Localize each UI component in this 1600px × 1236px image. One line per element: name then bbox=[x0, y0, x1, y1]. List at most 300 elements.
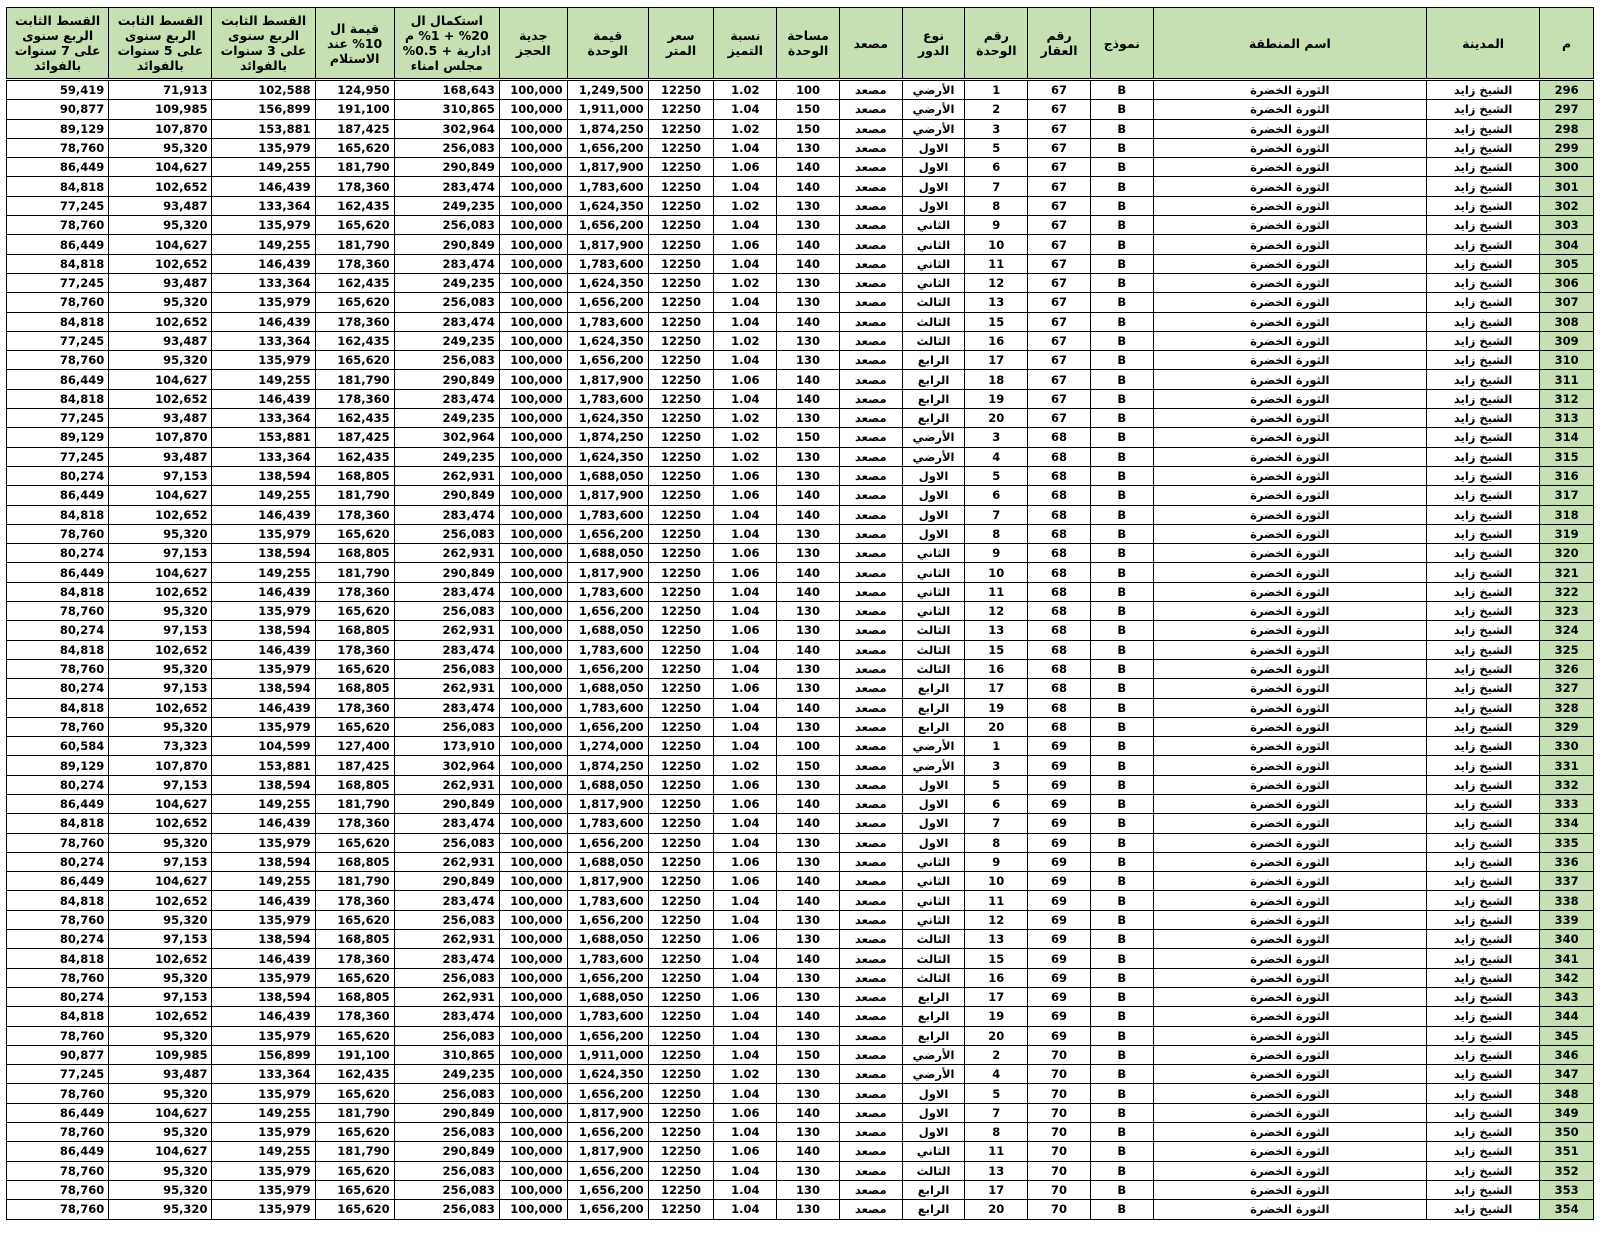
table-row bbox=[7, 544, 1594, 563]
cell-elevator: مصعد bbox=[839, 1142, 902, 1161]
cell-meter-price: 12250 bbox=[648, 563, 714, 582]
cell-building-number: 67 bbox=[1028, 158, 1091, 177]
cell-unit-area: 130 bbox=[777, 331, 840, 350]
cell-completion-20pct: 283,474 bbox=[394, 949, 499, 968]
cell-meter-price: 12250 bbox=[648, 775, 714, 794]
cell-unit-value: 1,688,050 bbox=[567, 621, 648, 640]
cell-city: الشيخ زايد bbox=[1426, 1123, 1539, 1142]
cell-area-name: الثورة الخضرة bbox=[1153, 524, 1426, 543]
table-row bbox=[7, 891, 1594, 910]
cell-completion-20pct: 249,235 bbox=[394, 409, 499, 428]
cell-delivery-10pct: 162,435 bbox=[315, 331, 394, 350]
cell-installment-3y: 133,364 bbox=[212, 273, 315, 292]
cell-completion-20pct: 173,910 bbox=[394, 737, 499, 756]
cell-delivery-10pct: 178,360 bbox=[315, 177, 394, 196]
cell-installment-5y: 104,627 bbox=[109, 1103, 212, 1122]
cell-completion-20pct: 262,931 bbox=[394, 544, 499, 563]
cell-building-number: 69 bbox=[1028, 910, 1091, 929]
cell-meter-price: 12250 bbox=[648, 717, 714, 736]
cell-reservation-deposit: 100,000 bbox=[499, 466, 567, 485]
cell-unit-area: 150 bbox=[777, 100, 840, 119]
cell-area-name: الثورة الخضرة bbox=[1153, 389, 1426, 408]
cell-index: 323 bbox=[1540, 602, 1594, 621]
cell-installment-3y: 135,979 bbox=[212, 1200, 315, 1219]
cell-reservation-deposit: 100,000 bbox=[499, 486, 567, 505]
cell-index: 343 bbox=[1540, 987, 1594, 1006]
cell-index: 350 bbox=[1540, 1123, 1594, 1142]
cell-area-name: الثورة الخضرة bbox=[1153, 756, 1426, 775]
cell-unit-value: 1,688,050 bbox=[567, 852, 648, 871]
cell-unit-number: 19 bbox=[965, 389, 1028, 408]
cell-city: الشيخ زايد bbox=[1426, 409, 1539, 428]
cell-city: الشيخ زايد bbox=[1426, 1180, 1539, 1199]
cell-premium-ratio: 1.04 bbox=[714, 100, 777, 119]
cell-elevator: مصعد bbox=[839, 621, 902, 640]
cell-premium-ratio: 1.06 bbox=[714, 1142, 777, 1161]
table-row bbox=[7, 930, 1594, 949]
cell-installment-7y: 86,449 bbox=[7, 794, 109, 813]
cell-city: الشيخ زايد bbox=[1426, 794, 1539, 813]
table-row bbox=[7, 158, 1594, 177]
cell-meter-price: 12250 bbox=[648, 794, 714, 813]
cell-building-number: 67 bbox=[1028, 196, 1091, 215]
cell-unit-number: 11 bbox=[965, 582, 1028, 601]
cell-meter-price: 12250 bbox=[648, 486, 714, 505]
cell-area-name: الثورة الخضرة bbox=[1153, 987, 1426, 1006]
cell-installment-7y: 80,274 bbox=[7, 544, 109, 563]
cell-building-number: 68 bbox=[1028, 621, 1091, 640]
cell-premium-ratio: 1.02 bbox=[714, 80, 777, 100]
cell-installment-7y: 84,818 bbox=[7, 312, 109, 331]
cell-completion-20pct: 290,849 bbox=[394, 1142, 499, 1161]
cell-installment-3y: 133,364 bbox=[212, 196, 315, 215]
cell-reservation-deposit: 100,000 bbox=[499, 1026, 567, 1045]
cell-unit-number: 4 bbox=[965, 447, 1028, 466]
cell-meter-price: 12250 bbox=[648, 968, 714, 987]
cell-unit-number: 8 bbox=[965, 1123, 1028, 1142]
cell-installment-3y: 135,979 bbox=[212, 1161, 315, 1180]
cell-elevator: مصعد bbox=[839, 1026, 902, 1045]
cell-unit-value: 1,656,200 bbox=[567, 717, 648, 736]
cell-index: 315 bbox=[1540, 447, 1594, 466]
cell-installment-5y: 93,487 bbox=[109, 1065, 212, 1084]
cell-building-number: 70 bbox=[1028, 1200, 1091, 1219]
cell-unit-area: 130 bbox=[777, 544, 840, 563]
cell-index: 354 bbox=[1540, 1200, 1594, 1219]
cell-installment-3y: 153,881 bbox=[212, 119, 315, 138]
cell-premium-ratio: 1.04 bbox=[714, 833, 777, 852]
cell-premium-ratio: 1.06 bbox=[714, 1103, 777, 1122]
cell-area-name: الثورة الخضرة bbox=[1153, 1065, 1426, 1084]
cell-index: 341 bbox=[1540, 949, 1594, 968]
cell-unit-area: 140 bbox=[777, 235, 840, 254]
cell-completion-20pct: 302,964 bbox=[394, 119, 499, 138]
cell-unit-area: 130 bbox=[777, 1161, 840, 1180]
cell-unit-area: 140 bbox=[777, 872, 840, 891]
cell-city: الشيخ زايد bbox=[1426, 544, 1539, 563]
cell-delivery-10pct: 127,400 bbox=[315, 737, 394, 756]
cell-unit-value: 1,624,350 bbox=[567, 273, 648, 292]
cell-elevator: مصعد bbox=[839, 80, 902, 100]
cell-delivery-10pct: 181,790 bbox=[315, 1103, 394, 1122]
cell-installment-3y: 138,594 bbox=[212, 621, 315, 640]
cell-delivery-10pct: 165,620 bbox=[315, 1123, 394, 1142]
cell-reservation-deposit: 100,000 bbox=[499, 794, 567, 813]
cell-model: B bbox=[1090, 331, 1153, 350]
cell-unit-value: 1,911,000 bbox=[567, 100, 648, 119]
cell-unit-area: 130 bbox=[777, 987, 840, 1006]
cell-installment-7y: 84,818 bbox=[7, 582, 109, 601]
cell-floor-type: الثالث bbox=[902, 949, 965, 968]
cell-building-number: 69 bbox=[1028, 891, 1091, 910]
cell-reservation-deposit: 100,000 bbox=[499, 949, 567, 968]
cell-elevator: مصعد bbox=[839, 775, 902, 794]
cell-floor-type: الثالث bbox=[902, 930, 965, 949]
cell-elevator: مصعد bbox=[839, 1084, 902, 1103]
cell-elevator: مصعد bbox=[839, 717, 902, 736]
cell-unit-area: 140 bbox=[777, 563, 840, 582]
cell-unit-value: 1,656,200 bbox=[567, 293, 648, 312]
cell-building-number: 70 bbox=[1028, 1123, 1091, 1142]
cell-unit-value: 1,783,600 bbox=[567, 177, 648, 196]
cell-installment-5y: 73,323 bbox=[109, 737, 212, 756]
cell-meter-price: 12250 bbox=[648, 428, 714, 447]
cell-model: B bbox=[1090, 389, 1153, 408]
cell-city: الشيخ زايد bbox=[1426, 930, 1539, 949]
table-row bbox=[7, 235, 1594, 254]
cell-building-number: 67 bbox=[1028, 138, 1091, 157]
cell-reservation-deposit: 100,000 bbox=[499, 544, 567, 563]
cell-unit-number: 6 bbox=[965, 794, 1028, 813]
cell-model: B bbox=[1090, 177, 1153, 196]
cell-meter-price: 12250 bbox=[648, 1123, 714, 1142]
cell-model: B bbox=[1090, 949, 1153, 968]
cell-meter-price: 12250 bbox=[648, 1142, 714, 1161]
cell-index: 338 bbox=[1540, 891, 1594, 910]
cell-delivery-10pct: 165,620 bbox=[315, 910, 394, 929]
cell-installment-5y: 104,627 bbox=[109, 872, 212, 891]
cell-unit-number: 16 bbox=[965, 968, 1028, 987]
cell-city: الشيخ زايد bbox=[1426, 351, 1539, 370]
cell-city: الشيخ زايد bbox=[1426, 119, 1539, 138]
cell-index: 317 bbox=[1540, 486, 1594, 505]
cell-reservation-deposit: 100,000 bbox=[499, 737, 567, 756]
cell-model: B bbox=[1090, 640, 1153, 659]
cell-installment-5y: 97,153 bbox=[109, 544, 212, 563]
cell-installment-7y: 84,818 bbox=[7, 389, 109, 408]
cell-unit-value: 1,656,200 bbox=[567, 524, 648, 543]
cell-area-name: الثورة الخضرة bbox=[1153, 351, 1426, 370]
cell-reservation-deposit: 100,000 bbox=[499, 717, 567, 736]
cell-installment-7y: 90,877 bbox=[7, 100, 109, 119]
cell-elevator: مصعد bbox=[839, 389, 902, 408]
cell-elevator: مصعد bbox=[839, 100, 902, 119]
table-row bbox=[7, 138, 1594, 157]
cell-premium-ratio: 1.06 bbox=[714, 794, 777, 813]
cell-unit-number: 11 bbox=[965, 1142, 1028, 1161]
cell-floor-type: الثاني bbox=[902, 910, 965, 929]
cell-unit-number: 10 bbox=[965, 563, 1028, 582]
cell-installment-3y: 149,255 bbox=[212, 1142, 315, 1161]
cell-building-number: 67 bbox=[1028, 273, 1091, 292]
cell-unit-area: 140 bbox=[777, 1142, 840, 1161]
cell-reservation-deposit: 100,000 bbox=[499, 698, 567, 717]
cell-installment-5y: 109,985 bbox=[109, 100, 212, 119]
cell-index: 309 bbox=[1540, 331, 1594, 350]
cell-reservation-deposit: 100,000 bbox=[499, 852, 567, 871]
table-row bbox=[7, 910, 1594, 929]
table-row bbox=[7, 1142, 1594, 1161]
cell-index: 340 bbox=[1540, 930, 1594, 949]
cell-premium-ratio: 1.06 bbox=[714, 852, 777, 871]
cell-unit-area: 150 bbox=[777, 119, 840, 138]
cell-model: B bbox=[1090, 1103, 1153, 1122]
cell-building-number: 70 bbox=[1028, 1084, 1091, 1103]
cell-premium-ratio: 1.04 bbox=[714, 968, 777, 987]
cell-completion-20pct: 256,083 bbox=[394, 293, 499, 312]
cell-installment-5y: 102,652 bbox=[109, 312, 212, 331]
cell-model: B bbox=[1090, 544, 1153, 563]
cell-unit-area: 140 bbox=[777, 177, 840, 196]
col-header-installment-5y: القسط الثابت الربع سنوى على 5 سنوات بالفوائد bbox=[109, 8, 212, 80]
cell-index: 299 bbox=[1540, 138, 1594, 157]
cell-model: B bbox=[1090, 659, 1153, 678]
cell-unit-value: 1,783,600 bbox=[567, 505, 648, 524]
table-row bbox=[7, 447, 1594, 466]
cell-installment-7y: 80,274 bbox=[7, 852, 109, 871]
cell-floor-type: الثالث bbox=[902, 968, 965, 987]
cell-model: B bbox=[1090, 833, 1153, 852]
cell-meter-price: 12250 bbox=[648, 177, 714, 196]
cell-installment-7y: 78,760 bbox=[7, 602, 109, 621]
cell-area-name: الثورة الخضرة bbox=[1153, 1103, 1426, 1122]
cell-unit-number: 1 bbox=[965, 737, 1028, 756]
cell-unit-area: 130 bbox=[777, 621, 840, 640]
col-header-unit-number: رقم الوحدة bbox=[965, 8, 1028, 80]
cell-building-number: 67 bbox=[1028, 370, 1091, 389]
cell-building-number: 68 bbox=[1028, 679, 1091, 698]
cell-floor-type: الأرضي bbox=[902, 737, 965, 756]
cell-reservation-deposit: 100,000 bbox=[499, 1142, 567, 1161]
cell-unit-area: 130 bbox=[777, 409, 840, 428]
cell-installment-3y: 149,255 bbox=[212, 794, 315, 813]
cell-area-name: الثورة الخضرة bbox=[1153, 273, 1426, 292]
cell-area-name: الثورة الخضرة bbox=[1153, 486, 1426, 505]
cell-building-number: 70 bbox=[1028, 1180, 1091, 1199]
cell-delivery-10pct: 181,790 bbox=[315, 872, 394, 891]
cell-unit-value: 1,274,000 bbox=[567, 737, 648, 756]
cell-unit-number: 6 bbox=[965, 158, 1028, 177]
cell-building-number: 69 bbox=[1028, 968, 1091, 987]
cell-city: الشيخ زايد bbox=[1426, 486, 1539, 505]
cell-unit-number: 17 bbox=[965, 1180, 1028, 1199]
cell-completion-20pct: 262,931 bbox=[394, 679, 499, 698]
cell-completion-20pct: 256,083 bbox=[394, 910, 499, 929]
cell-installment-3y: 146,439 bbox=[212, 698, 315, 717]
cell-installment-7y: 84,818 bbox=[7, 698, 109, 717]
cell-unit-value: 1,817,900 bbox=[567, 872, 648, 891]
cell-area-name: الثورة الخضرة bbox=[1153, 100, 1426, 119]
cell-floor-type: الاول bbox=[902, 775, 965, 794]
cell-installment-3y: 156,899 bbox=[212, 100, 315, 119]
cell-premium-ratio: 1.02 bbox=[714, 756, 777, 775]
cell-delivery-10pct: 165,620 bbox=[315, 602, 394, 621]
cell-index: 324 bbox=[1540, 621, 1594, 640]
cell-city: الشيخ زايد bbox=[1426, 466, 1539, 485]
cell-unit-value: 1,656,200 bbox=[567, 659, 648, 678]
cell-building-number: 67 bbox=[1028, 254, 1091, 273]
cell-floor-type: الاول bbox=[902, 466, 965, 485]
cell-building-number: 69 bbox=[1028, 872, 1091, 891]
cell-installment-7y: 86,449 bbox=[7, 563, 109, 582]
cell-delivery-10pct: 181,790 bbox=[315, 158, 394, 177]
cell-reservation-deposit: 100,000 bbox=[499, 177, 567, 196]
cell-index: 311 bbox=[1540, 370, 1594, 389]
cell-unit-value: 1,656,200 bbox=[567, 216, 648, 235]
cell-building-number: 68 bbox=[1028, 640, 1091, 659]
cell-floor-type: الاول bbox=[902, 196, 965, 215]
cell-installment-7y: 78,760 bbox=[7, 1026, 109, 1045]
cell-unit-area: 130 bbox=[777, 930, 840, 949]
cell-reservation-deposit: 100,000 bbox=[499, 312, 567, 331]
cell-index: 353 bbox=[1540, 1180, 1594, 1199]
table-row bbox=[7, 698, 1594, 717]
cell-city: الشيخ زايد bbox=[1426, 1084, 1539, 1103]
cell-floor-type: الأرضي bbox=[902, 756, 965, 775]
cell-building-number: 69 bbox=[1028, 775, 1091, 794]
cell-installment-3y: 135,979 bbox=[212, 717, 315, 736]
cell-floor-type: الثاني bbox=[902, 891, 965, 910]
cell-floor-type: الرابع bbox=[902, 389, 965, 408]
cell-unit-value: 1,688,050 bbox=[567, 466, 648, 485]
cell-meter-price: 12250 bbox=[648, 833, 714, 852]
cell-unit-value: 1,656,200 bbox=[567, 602, 648, 621]
cell-unit-area: 130 bbox=[777, 1026, 840, 1045]
cell-unit-area: 130 bbox=[777, 679, 840, 698]
cell-delivery-10pct: 178,360 bbox=[315, 949, 394, 968]
cell-completion-20pct: 256,083 bbox=[394, 351, 499, 370]
cell-premium-ratio: 1.04 bbox=[714, 910, 777, 929]
cell-installment-7y: 80,274 bbox=[7, 621, 109, 640]
table-row bbox=[7, 216, 1594, 235]
cell-installment-5y: 102,652 bbox=[109, 389, 212, 408]
cell-model: B bbox=[1090, 1045, 1153, 1064]
cell-city: الشيخ زايد bbox=[1426, 235, 1539, 254]
cell-building-number: 69 bbox=[1028, 737, 1091, 756]
cell-installment-5y: 102,652 bbox=[109, 177, 212, 196]
cell-meter-price: 12250 bbox=[648, 852, 714, 871]
cell-delivery-10pct: 165,620 bbox=[315, 293, 394, 312]
col-header-model: نموذج bbox=[1090, 8, 1153, 80]
cell-installment-7y: 78,760 bbox=[7, 1200, 109, 1219]
cell-installment-7y: 78,760 bbox=[7, 833, 109, 852]
cell-delivery-10pct: 178,360 bbox=[315, 582, 394, 601]
cell-model: B bbox=[1090, 428, 1153, 447]
cell-city: الشيخ زايد bbox=[1426, 158, 1539, 177]
cell-floor-type: الأرضي bbox=[902, 428, 965, 447]
cell-delivery-10pct: 168,805 bbox=[315, 466, 394, 485]
cell-index: 332 bbox=[1540, 775, 1594, 794]
cell-area-name: الثورة الخضرة bbox=[1153, 1161, 1426, 1180]
cell-model: B bbox=[1090, 100, 1153, 119]
cell-city: الشيخ زايد bbox=[1426, 254, 1539, 273]
cell-installment-7y: 86,449 bbox=[7, 235, 109, 254]
cell-installment-7y: 80,274 bbox=[7, 466, 109, 485]
cell-completion-20pct: 290,849 bbox=[394, 235, 499, 254]
cell-meter-price: 12250 bbox=[648, 1180, 714, 1199]
cell-unit-value: 1,783,600 bbox=[567, 640, 648, 659]
cell-model: B bbox=[1090, 679, 1153, 698]
cell-city: الشيخ زايد bbox=[1426, 582, 1539, 601]
cell-area-name: الثورة الخضرة bbox=[1153, 331, 1426, 350]
cell-unit-value: 1,783,600 bbox=[567, 254, 648, 273]
cell-unit-value: 1,656,200 bbox=[567, 1026, 648, 1045]
table-row bbox=[7, 602, 1594, 621]
cell-installment-7y: 78,760 bbox=[7, 717, 109, 736]
cell-unit-area: 140 bbox=[777, 640, 840, 659]
cell-area-name: الثورة الخضرة bbox=[1153, 235, 1426, 254]
cell-floor-type: الاول bbox=[902, 524, 965, 543]
cell-city: الشيخ زايد bbox=[1426, 1103, 1539, 1122]
cell-reservation-deposit: 100,000 bbox=[499, 891, 567, 910]
cell-unit-value: 1,874,250 bbox=[567, 119, 648, 138]
cell-installment-7y: 80,274 bbox=[7, 930, 109, 949]
cell-premium-ratio: 1.04 bbox=[714, 1084, 777, 1103]
cell-index: 298 bbox=[1540, 119, 1594, 138]
cell-installment-7y: 78,760 bbox=[7, 1161, 109, 1180]
cell-delivery-10pct: 165,620 bbox=[315, 1180, 394, 1199]
cell-building-number: 67 bbox=[1028, 351, 1091, 370]
cell-installment-7y: 78,760 bbox=[7, 138, 109, 157]
cell-unit-number: 13 bbox=[965, 930, 1028, 949]
cell-model: B bbox=[1090, 1180, 1153, 1199]
cell-installment-5y: 104,627 bbox=[109, 563, 212, 582]
table-row bbox=[7, 833, 1594, 852]
cell-reservation-deposit: 100,000 bbox=[499, 138, 567, 157]
cell-unit-area: 130 bbox=[777, 138, 840, 157]
cell-city: الشيخ زايد bbox=[1426, 505, 1539, 524]
cell-elevator: مصعد bbox=[839, 196, 902, 215]
cell-installment-3y: 146,439 bbox=[212, 254, 315, 273]
cell-index: 331 bbox=[1540, 756, 1594, 775]
cell-installment-7y: 78,760 bbox=[7, 968, 109, 987]
cell-city: الشيخ زايد bbox=[1426, 1200, 1539, 1219]
cell-completion-20pct: 283,474 bbox=[394, 254, 499, 273]
cell-premium-ratio: 1.06 bbox=[714, 370, 777, 389]
cell-installment-5y: 102,652 bbox=[109, 640, 212, 659]
cell-floor-type: الثاني bbox=[902, 254, 965, 273]
cell-floor-type: الاول bbox=[902, 794, 965, 813]
cell-unit-value: 1,783,600 bbox=[567, 891, 648, 910]
cell-floor-type: الأرضي bbox=[902, 119, 965, 138]
cell-floor-type: الثاني bbox=[902, 872, 965, 891]
cell-model: B bbox=[1090, 872, 1153, 891]
cell-completion-20pct: 256,083 bbox=[394, 659, 499, 678]
cell-unit-value: 1,688,050 bbox=[567, 544, 648, 563]
cell-meter-price: 12250 bbox=[648, 1084, 714, 1103]
cell-reservation-deposit: 100,000 bbox=[499, 582, 567, 601]
cell-city: الشيخ زايد bbox=[1426, 273, 1539, 292]
cell-area-name: الثورة الخضرة bbox=[1153, 505, 1426, 524]
cell-index: 312 bbox=[1540, 389, 1594, 408]
table-row bbox=[7, 679, 1594, 698]
cell-unit-area: 130 bbox=[777, 1065, 840, 1084]
cell-meter-price: 12250 bbox=[648, 602, 714, 621]
cell-unit-number: 8 bbox=[965, 833, 1028, 852]
cell-installment-7y: 86,449 bbox=[7, 1142, 109, 1161]
cell-reservation-deposit: 100,000 bbox=[499, 1103, 567, 1122]
cell-installment-3y: 138,594 bbox=[212, 930, 315, 949]
